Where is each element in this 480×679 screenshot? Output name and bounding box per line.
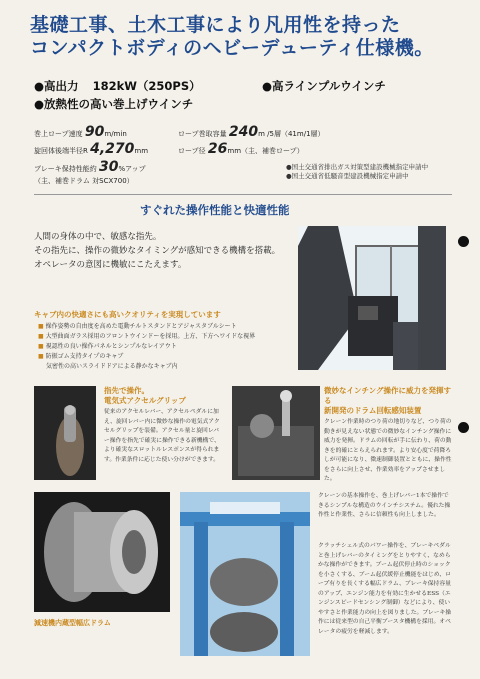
intro-text <box>34 230 284 272</box>
spec-rope-dia-value: 26 <box>207 141 228 157</box>
grip-photo <box>34 386 96 480</box>
inching-title-line2: 新開発のドラム回転感知装置 <box>324 406 422 415</box>
intro-line2: その指先に、操作の微妙なタイミングが感知できる機構を搭載。 <box>34 246 281 256</box>
list-item: ■ 大型曲面ガラス採用のフロントウインドーを採用。上方、下方へワイドな視界 <box>38 333 256 340</box>
list-item-text: 操作姿勢の自由度を高めた電動チルトスタンドとアジャスタブルシート <box>45 323 237 330</box>
lever-body: クレーンの基本操作を、巻上げレバー1本で操作できるシンプルな構造のウインチシステム。優れた操作性と作業性、さらに信頼性も向上しました。 <box>318 493 451 518</box>
spec-swing-unit: mm <box>134 147 149 155</box>
inching-title-line1: 微妙なインチング操作に威力を発揮する <box>324 386 451 405</box>
list-item <box>38 362 288 372</box>
cert-noise: ●国土交通省低騒音型建設機械指定申請中 <box>286 172 409 180</box>
spec-drum-capacity-value: 240 <box>228 124 259 140</box>
cabin-title: キャブ内の快適さにも高いクオリティを実現しています <box>34 310 221 319</box>
spec-hoist-speed-unit: m/min <box>104 130 127 138</box>
clutch-body: クラッチシェル式のパワー操作を、ブレーキペダルと巻上げレバーのタイミングをとりやすく、なめらかな操作ができます。ブーム起伏停止時のショックを小さくする、ブーム起伏緩停止機能をはじめ、ロープ有りを長くする幅広ドラム、ブレーキ保持容量のアップ、エンジン能力を有効に生かせるESS（エンジンスピードセンシング制御）などにより、使いやすさと作業能力の向上を図りました。ブレーキ操作には従来型の自己平衡ブースタ機構を採用。オペレータの疲労を軽減します。 <box>318 543 452 635</box>
drum-illustration <box>34 492 170 612</box>
winch-illustration <box>180 492 310 656</box>
feature-high-output-label: ●高出力 <box>34 79 79 93</box>
grip-caption <box>104 386 224 465</box>
spec-rope-dia <box>178 141 304 157</box>
intro-line1: 人間の身体の中で、敏感な指先。 <box>34 232 162 242</box>
inching-caption <box>324 386 452 485</box>
spec-swing <box>34 141 148 157</box>
headline <box>30 14 470 60</box>
grip-illustration <box>34 386 96 480</box>
list-item-text: 視認性の良い操作パネルとシンプルなレイアウト <box>45 343 177 350</box>
cert-emission: ●国土交通省排出ガス対策型建設機械指定申請中 <box>286 163 429 171</box>
drum-caption: 減速機内蔵型幅広ドラム <box>34 619 111 627</box>
winch-photo <box>180 492 310 656</box>
intro-line3: オペレータの意図に機敏にこたえます。 <box>34 260 187 270</box>
spec-drum-capacity-unit: m /5層（41m/1層） <box>258 130 325 138</box>
section-title: すぐれた操作性能と快適性能 <box>140 203 290 217</box>
drum-photo <box>34 492 170 612</box>
inching-body: クレーン作業時のつり荷の地切りなど、つり荷の動きが見えない状態での微妙なインチング操作に威力を発揮。ドラムの回転が手に伝わり、荷の動きを的確にとらえられます。より安心度で荷降ろしが可能になり、微速制御装置とともに、操作性をさらに向上させ、作業効率をアップさせました。 <box>324 419 452 482</box>
headline-line1: 基礎工事、土木工事により凡用性を持った <box>30 14 401 36</box>
spec-rope-dia-unit: mm（主、補巻ロープ） <box>227 147 304 155</box>
divider <box>34 194 452 195</box>
list-item: ■ 視認性の良い操作パネルとシンプルなレイアウト <box>38 343 177 350</box>
inching-illustration <box>232 386 320 480</box>
spec-rope-dia-label: ロープ径 <box>178 147 206 155</box>
spec-swing-label: 旋回体後端半径R <box>34 147 88 155</box>
list-item-text: 気密性の高いスライドドアによる静かなキャブ内 <box>46 363 178 370</box>
grip-title-line2: 電気式アクセルグリップ <box>104 396 186 405</box>
feature-high-output <box>34 78 201 94</box>
headline-line2: コンパクトボディのヘビーデューティ仕様機。 <box>30 37 434 59</box>
list-item-text: 大型曲面ガラス採用のフロントウインドーを採用。上方、下方へワイドな視界 <box>45 333 256 340</box>
spec-swing-value: 4,270 <box>90 141 135 157</box>
cabin-list <box>38 322 288 372</box>
feature-heat: ●放熱性の高い巻上げウインチ <box>34 97 194 111</box>
spec-brake-note: （主、補巻ドラム 対SCX700） <box>34 177 134 185</box>
binder-hole-2 <box>458 422 469 433</box>
feature-high-output-value: 182kW（250PS） <box>92 79 201 93</box>
grip-title-line1: 指先で操作。 <box>104 386 149 395</box>
spec-hoist-speed-label: 巻上ロープ速度 <box>34 130 83 138</box>
list-item: ■ 防振ゴム支持タイプのキャブ <box>38 353 124 360</box>
cabin-illustration <box>298 226 446 370</box>
binder-hole-1 <box>458 236 469 247</box>
spec-drum-capacity-label: ロープ巻取容量 <box>178 130 227 138</box>
spec-drum-capacity <box>178 124 325 140</box>
list-item: ■ 操作姿勢の自由度を高めた電動チルトスタンドとアジャスタブルシート <box>38 323 237 330</box>
feature-line-pull: ●高ラインプルウインチ <box>262 79 386 93</box>
grip-body: 従来のアクセルレバー、アクセルペダルに加え、旋回レバー内に微妙な操作の電気式アクセルグリップを装備。アクセル量と旋回レバー操作を指先で確実に操作できる新機構で、より確実なスロットルレスポンスが得られます。作業条件に応じた使い分けができます。 <box>104 409 220 463</box>
cabin-photo <box>298 226 446 370</box>
list-item-text: 防振ゴム支持タイプのキャブ <box>45 353 124 360</box>
spec-hoist-speed-value: 90 <box>84 124 105 140</box>
spec-brake-value: 30 <box>98 159 119 175</box>
spec-brake-label: ブレーキ保持性能約 <box>34 165 97 173</box>
inching-photo <box>232 386 320 480</box>
spec-brake <box>34 159 146 175</box>
certifications <box>286 163 428 181</box>
spec-hoist-speed <box>34 124 127 140</box>
spec-brake-unit: %アップ <box>118 165 146 173</box>
